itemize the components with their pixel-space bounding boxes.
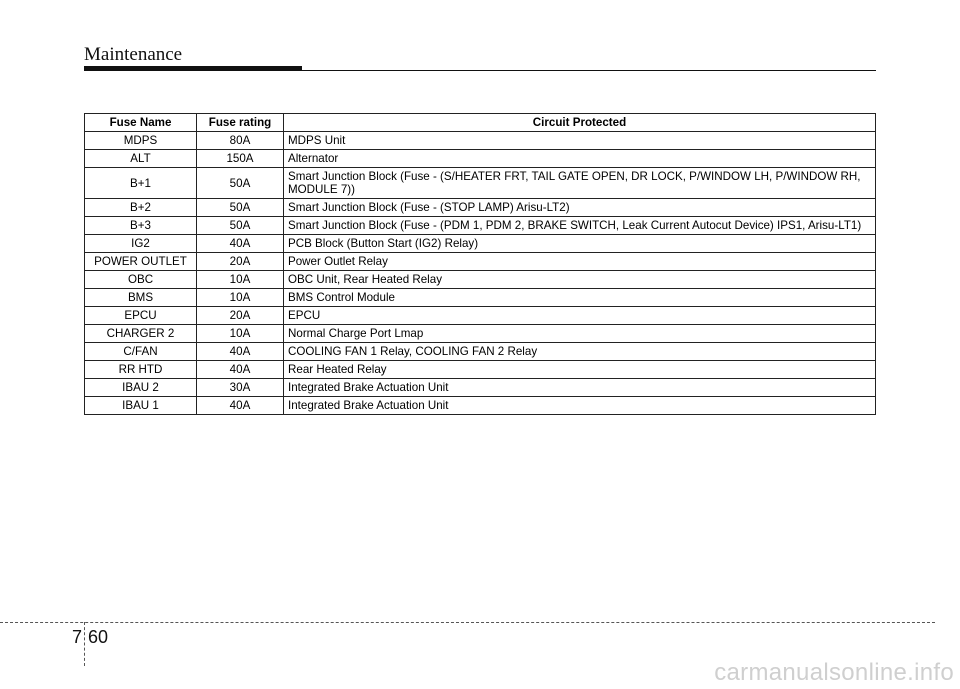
fuse-name-cell: IG2 <box>85 235 197 253</box>
fuse-rating-cell: 40A <box>197 343 284 361</box>
fuse-rating-cell: 80A <box>197 132 284 150</box>
table-row <box>85 168 876 199</box>
fuse-rating-cell: 50A <box>197 199 284 217</box>
table-row <box>85 199 876 217</box>
table-row <box>85 132 876 150</box>
fuse-rating-cell: 50A <box>197 217 284 235</box>
table-row <box>85 271 876 289</box>
circuit-protected-cell: MDPS Unit <box>284 132 876 150</box>
fuse-name-cell: B+2 <box>85 199 197 217</box>
fuse-rating-cell: 50A <box>197 168 284 199</box>
fuse-rating-cell: 40A <box>197 397 284 415</box>
table-row <box>85 379 876 397</box>
fuse-name-cell: C/FAN <box>85 343 197 361</box>
watermark: carmanualsonline.info <box>714 659 954 686</box>
circuit-protected-cell: EPCU <box>284 307 876 325</box>
fuse-rating-cell: 10A <box>197 271 284 289</box>
circuit-protected-cell: PCB Block (Button Start (IG2) Relay) <box>284 235 876 253</box>
fuse-name-cell: IBAU 2 <box>85 379 197 397</box>
table-row <box>85 325 876 343</box>
table-row <box>85 150 876 168</box>
circuit-protected-cell: Rear Heated Relay <box>284 361 876 379</box>
circuit-protected-cell: Integrated Brake Actuation Unit <box>284 397 876 415</box>
fuse-rating-cell: 40A <box>197 361 284 379</box>
fuse-name-cell: B+1 <box>85 168 197 199</box>
header-rule <box>84 70 876 71</box>
circuit-protected-cell: Smart Junction Block (Fuse - (STOP LAMP) Arisu-LT2) <box>284 199 876 217</box>
fuse-rating-cell: 30A <box>197 379 284 397</box>
circuit-protected-cell: Smart Junction Block (Fuse - (S/HEATER FRT, TAIL GATE OPEN, DR LOCK, P/WINDOW LH, P/WINDOW RH, MODULE 7)) <box>284 168 876 199</box>
page-number: 60 <box>88 627 109 647</box>
fuse-name-cell: ALT <box>85 150 197 168</box>
fuse-table <box>84 113 876 415</box>
fuse-name-cell: CHARGER 2 <box>85 325 197 343</box>
table-row <box>85 253 876 271</box>
fuse-rating-cell: 10A <box>197 325 284 343</box>
table-row <box>85 217 876 235</box>
fuse-rating-cell: 40A <box>197 235 284 253</box>
fuse-rating-cell: 10A <box>197 289 284 307</box>
table-body <box>85 132 876 415</box>
column-header-fuse-rating: Fuse rating <box>197 114 284 132</box>
circuit-protected-cell: OBC Unit, Rear Heated Relay <box>284 271 876 289</box>
table-row <box>85 235 876 253</box>
fuse-name-cell: MDPS <box>85 132 197 150</box>
circuit-protected-cell: Power Outlet Relay <box>284 253 876 271</box>
table-row <box>85 361 876 379</box>
table-row <box>85 397 876 415</box>
fuse-name-cell: POWER OUTLET <box>85 253 197 271</box>
fuse-rating-cell: 20A <box>197 307 284 325</box>
table-row <box>85 307 876 325</box>
page-title: Maintenance <box>84 44 183 65</box>
table-row <box>85 289 876 307</box>
circuit-protected-cell: Alternator <box>284 150 876 168</box>
fuse-name-cell: IBAU 1 <box>85 397 197 415</box>
column-header-fuse-name: Fuse Name <box>85 114 197 132</box>
chapter-number: 7 <box>72 627 83 647</box>
footer-vertical-divider <box>84 622 85 666</box>
fuse-name-cell: EPCU <box>85 307 197 325</box>
fuse-name-cell: RR HTD <box>85 361 197 379</box>
circuit-protected-cell: Integrated Brake Actuation Unit <box>284 379 876 397</box>
fuse-rating-cell: 150A <box>197 150 284 168</box>
circuit-protected-cell: COOLING FAN 1 Relay, COOLING FAN 2 Relay <box>284 343 876 361</box>
table-header-row <box>85 114 876 132</box>
circuit-protected-cell: Normal Charge Port Lmap <box>284 325 876 343</box>
table-row <box>85 343 876 361</box>
circuit-protected-cell: BMS Control Module <box>284 289 876 307</box>
fuse-rating-cell: 20A <box>197 253 284 271</box>
circuit-protected-cell: Smart Junction Block (Fuse - (PDM 1, PDM 2, BRAKE SWITCH, Leak Current Autocut Device) IPS1, Arisu-LT1) <box>284 217 876 235</box>
fuse-name-cell: B+3 <box>85 217 197 235</box>
column-header-circuit-protected: Circuit Protected <box>284 114 876 132</box>
fuse-name-cell: OBC <box>85 271 197 289</box>
footer-divider <box>0 622 935 623</box>
fuse-name-cell: BMS <box>85 289 197 307</box>
